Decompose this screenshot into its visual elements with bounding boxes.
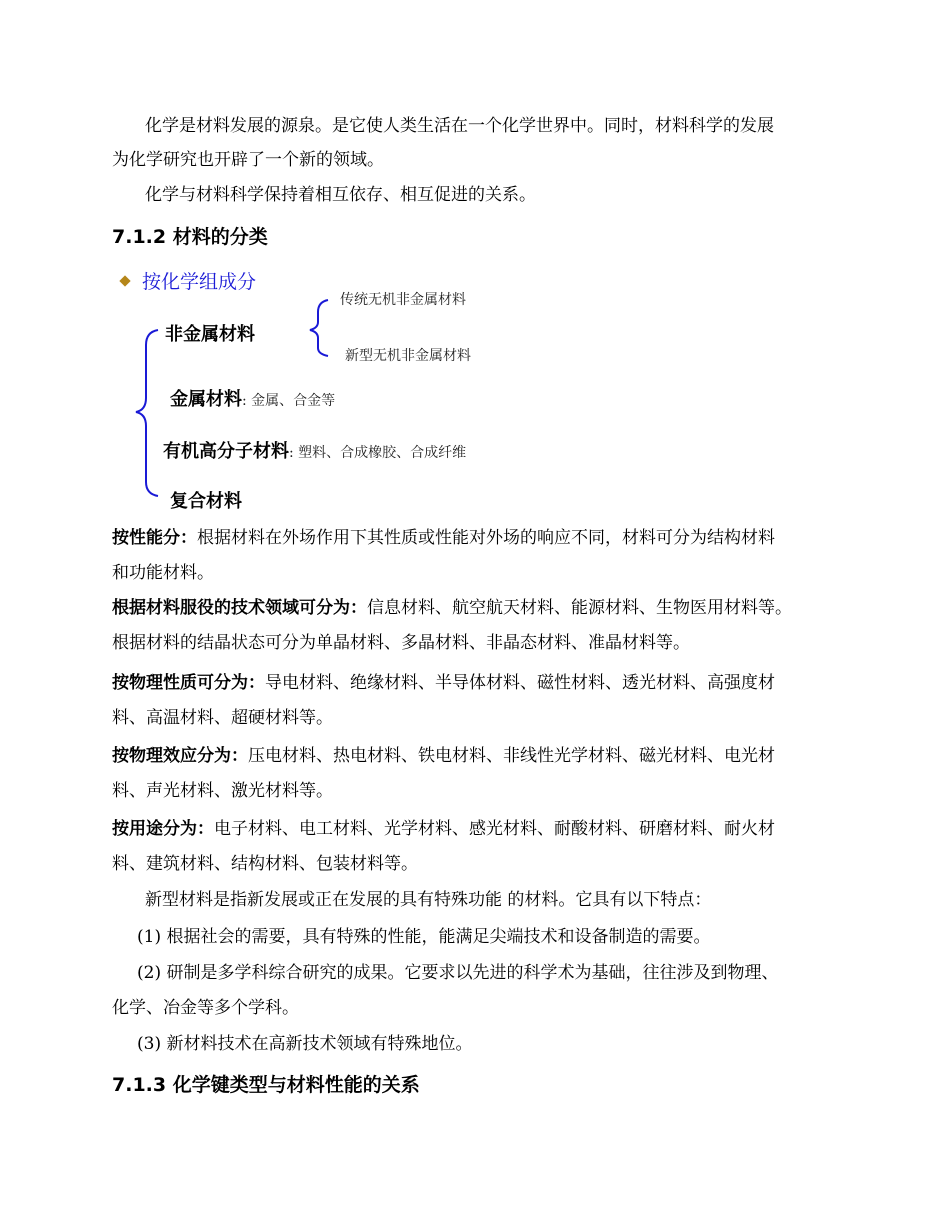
nonmetal-sub-new: 新型无机非金属材料 [345, 348, 471, 364]
effect-label: 按物理效应分为： [112, 746, 248, 766]
small-brace-icon [310, 300, 328, 356]
new-materials-item2-line1: (2) 研制是多学科综合研究的成果。它要求以先进的科学术为基础，往往涉及到物理、 [137, 963, 779, 983]
new-materials-item3: (3) 新材料技术在高新技术领域有特殊地位。 [137, 1034, 473, 1054]
phys-line2: 料、高温材料、超硬材料等。 [112, 708, 333, 728]
nonmetal-label: 非金属材料 [165, 324, 255, 345]
effect-text: 压电材料、热电材料、铁电材料、非线性光学材料、磁光材料、电光材 [248, 746, 775, 766]
use-label: 按用途分为： [112, 819, 214, 839]
intro-paragraph-line1: 化学是材料发展的源泉。是它使人类生活在一个化学世界中。同时，材料科学的发展 [145, 116, 774, 136]
section-heading-713 [112, 1073, 420, 1097]
phys-line1 [112, 672, 775, 694]
use-line1 [112, 818, 775, 840]
large-brace-icon [136, 330, 158, 496]
composite-label: 复合材料 [170, 491, 242, 512]
use-line2: 料、建筑材料、结构材料、包装材料等。 [112, 854, 418, 874]
field-label: 根据材料服役的技术领域可分为： [112, 598, 367, 618]
intro-paragraph-line2: 为化学研究也开辟了一个新的领域。 [112, 150, 384, 170]
polymer-desc: : 塑料、合成橡胶、合成纤维 [289, 445, 467, 461]
nonmetal-sub-traditional: 传统无机非金属材料 [340, 292, 466, 308]
new-materials-intro: 新型材料是指新发展或正在发展的具有特殊功能 的材料。它具有以下特点： [145, 890, 712, 910]
section-number: 7.1.3 [112, 1074, 167, 1096]
polymer-row [163, 437, 466, 463]
perf-line2: 和功能材料。 [112, 563, 214, 583]
new-materials-item1: (1) 根据社会的需要，具有特殊的性能，能满足尖端技术和设备制造的需要。 [137, 927, 711, 947]
phys-label: 按物理性质可分为： [112, 673, 265, 693]
section-title: 化学键类型与材料性能的关系 [172, 1074, 420, 1096]
perf-text: 根据材料在外场作用下其性质或性能对外场的响应不同，材料可分为结构材料 [197, 528, 775, 548]
field-line [112, 597, 792, 619]
perf-label: 按性能分： [112, 528, 197, 548]
effect-line2: 料、声光材料、激光材料等。 [112, 781, 333, 801]
field-text: 信息材料、航空航天材料、能源材料、生物医用材料等。 [367, 598, 792, 618]
metal-label: 金属材料 [170, 389, 242, 410]
phys-text: 导电材料、绝缘材料、半导体材料、磁性材料、透光材料、高强度材 [265, 673, 775, 693]
effect-line1 [112, 745, 775, 767]
metal-row [170, 385, 335, 411]
section-title: 材料的分类 [172, 226, 268, 248]
new-materials-item2-line2: 化学、冶金等多个学科。 [112, 998, 299, 1018]
crystal-line: 根据材料的结晶状态可分为单晶材料、多晶材料、非晶态材料、准晶材料等。 [112, 633, 690, 653]
diagram-heading: 按化学组成分 [142, 271, 257, 293]
use-text: 电子材料、电工材料、光学材料、感光材料、耐酸材料、研磨材料、耐火材 [214, 819, 775, 839]
intro-paragraph-2: 化学与材料科学保持着相互依存、相互促进的关系。 [145, 185, 536, 205]
perf-line1 [112, 527, 775, 549]
metal-desc: : 金属、合金等 [242, 393, 336, 409]
polymer-label: 有机高分子材料 [163, 441, 289, 462]
section-number: 7.1.2 [112, 226, 167, 248]
